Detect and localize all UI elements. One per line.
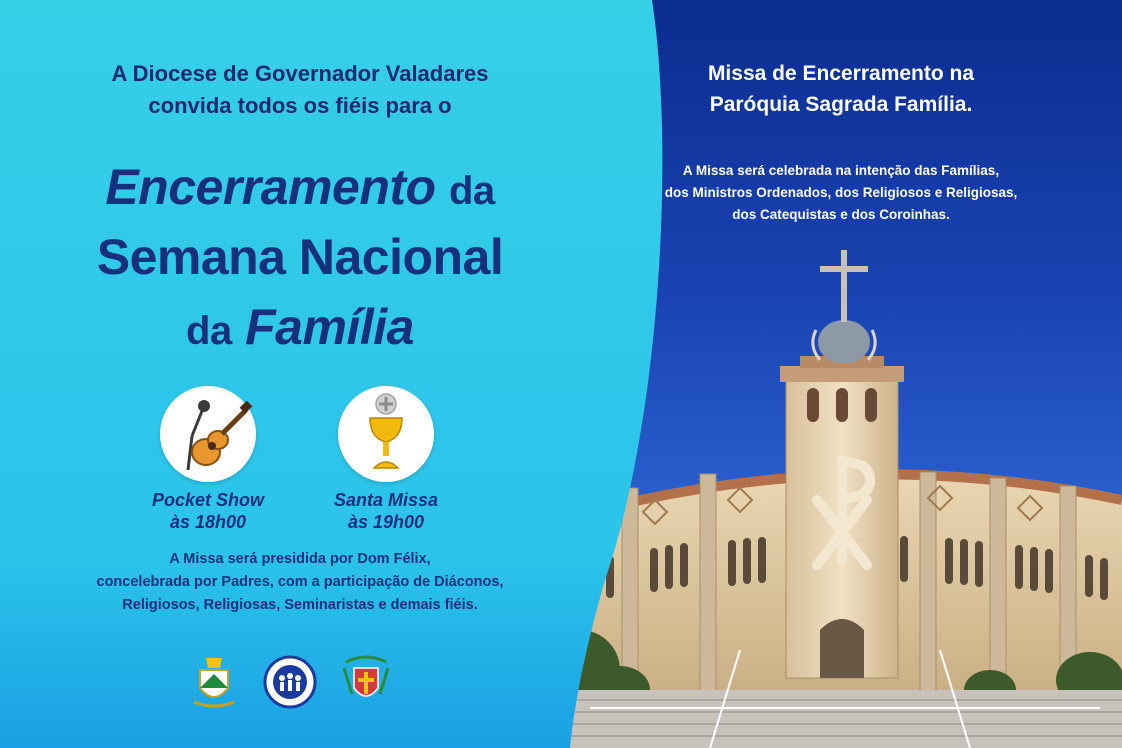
cross-icon	[820, 250, 868, 322]
headline-encerramento: Encerramento	[105, 159, 436, 215]
description-line-2: concelebrada por Padres, com a participação de Diáconos,	[96, 574, 504, 590]
santa-missa-time: às 19h00	[347, 512, 425, 532]
right-title-line-1: Missa de Encerramento na	[707, 62, 975, 85]
pocket-show-circle	[160, 386, 256, 482]
santa-missa-label	[296, 489, 476, 533]
pocket-show-time: às 18h00	[169, 512, 247, 532]
pocket-show-title: Pocket Show	[151, 490, 265, 510]
santa-missa-title: Santa Missa	[333, 490, 439, 510]
pocket-show-label	[118, 489, 298, 533]
headline-line-2: Semana Nacional	[96, 229, 504, 285]
description-line-3: Religiosos, Religiosas, Seminaristas e demais fiéis.	[122, 597, 478, 613]
intro-line-2: convida todos os fiéis para o	[148, 93, 452, 118]
globe-dome	[818, 320, 870, 364]
headline-da-2: da	[186, 309, 232, 353]
diocese-coat-of-arms-icon	[186, 654, 242, 710]
right-subtitle-line-3: dos Catequistas e dos Coroinhas.	[732, 207, 950, 222]
right-subtitle-line-1: A Missa será celebrada na intenção das Famílias,	[682, 163, 1000, 178]
description-line-1: A Missa será presidida por Dom Félix,	[169, 551, 431, 567]
pastoral-familiar-logo	[262, 654, 318, 710]
right-title-line-2: Paróquia Sagrada Família.	[709, 93, 973, 116]
chalice-host-icon	[338, 386, 434, 482]
bishop-coat-of-arms-icon	[338, 654, 394, 710]
santa-missa-circle	[338, 386, 434, 482]
headline-line-1	[0, 152, 600, 226]
intro-line-1: A Diocese de Governador Valadares	[111, 61, 489, 86]
headline-familia: Família	[245, 299, 414, 355]
right-subtitle-line-2: dos Ministros Ordenados, dos Religiosos e Religiosas,	[664, 185, 1018, 200]
guitar-microphone-icon	[160, 386, 256, 482]
headline-da-1: da	[448, 169, 495, 213]
headline-line-3	[0, 292, 600, 366]
